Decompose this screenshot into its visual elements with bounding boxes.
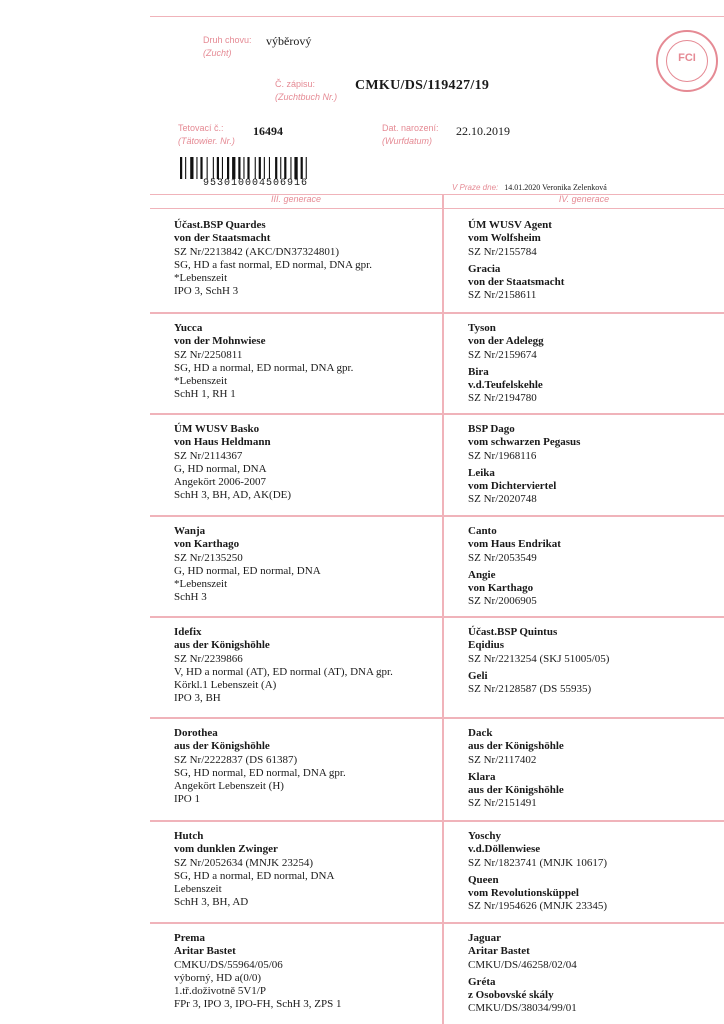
dog-detail: V, HD a normal (AT), ED normal (AT), DNA gpr.: [174, 665, 393, 678]
registration-number: SZ Nr/2020748: [468, 493, 537, 506]
row-divider: [150, 515, 724, 517]
registration-number: SZ Nr/1823741 (MNJK 10617): [468, 856, 608, 869]
dog-name: Idefix: [174, 626, 202, 638]
kennel-name: von Haus Heldmann: [174, 436, 271, 449]
dog-detail: SZ Nr/2135250: [174, 551, 243, 564]
kennel-name: vom Dichterviertel: [468, 480, 557, 493]
dog-detail: SchH 1, RH 1: [174, 388, 236, 401]
kennel-name: von der Mohnwiese: [174, 335, 266, 348]
tattoo-label-de: (Tätowier. Nr.): [178, 136, 235, 146]
issue-date-signature: 14.01.2020 Veronika Zelenková: [504, 183, 607, 192]
gen4-entry: [468, 219, 723, 303]
registration-number: SZ Nr/2006905: [468, 595, 537, 608]
row-divider: [150, 413, 724, 415]
gen3-entry: [174, 219, 439, 299]
tattoo-number: 16494: [253, 124, 283, 138]
dog-detail: G, HD normal, DNA: [174, 462, 267, 475]
dog-detail: IPO 3, BH: [174, 692, 221, 705]
dog-name: BSP Dago: [468, 423, 515, 435]
breed-type-label: [203, 34, 252, 60]
gen3-entry: [174, 525, 439, 605]
header-bottom-line: [150, 208, 724, 209]
gen4-entry: [468, 727, 723, 811]
kennel-name: vom Haus Endrikat: [468, 538, 561, 551]
dog-detail: SZ Nr/2222837 (DS 61387): [174, 753, 298, 766]
dog-detail: SZ Nr/2250811: [174, 348, 243, 361]
dog-detail: SG, HD a normal, ED normal, DNA: [174, 869, 335, 882]
registration-number: CMKU/DS/38034/99/01: [468, 1002, 577, 1015]
kennel-name: aus der Königshöhle: [468, 784, 564, 797]
registration-number: SZ Nr/2053549: [468, 551, 537, 564]
kennel-name: von der Adelegg: [468, 335, 544, 348]
page-margin: [0, 0, 150, 1024]
gen3-entry: [174, 830, 439, 910]
dog-detail: CMKU/DS/55964/05/06: [174, 958, 283, 971]
gen3-entry: [174, 322, 439, 402]
registration-number: SZ Nr/2155784: [468, 245, 537, 258]
breed-type-label-cz: Druh chovu:: [203, 35, 252, 45]
kennel-name: von Karthago: [468, 582, 534, 595]
issue-label: V Praze dne:: [452, 183, 499, 192]
tattoo-label: [178, 122, 235, 148]
dog-detail: IPO 3, SchH 3: [174, 285, 239, 298]
dog-detail: Angekört 2006-2007: [174, 476, 266, 489]
kennel-name: von der Staatsmacht: [174, 232, 271, 245]
barcode: [180, 157, 330, 179]
kennel-name: v.d.Döllenwiese: [468, 843, 541, 856]
row-divider: [150, 717, 724, 719]
dog-name: Klara: [468, 770, 496, 783]
gen3-entry: [174, 932, 439, 1012]
issue-line: [452, 183, 607, 192]
dog-detail: SG, HD a normal, ED normal, DNA gpr.: [174, 361, 354, 374]
dog-detail: Körkl.1 Lebenszeit (A): [174, 679, 277, 692]
dog-detail: SZ Nr/2213842 (AKC/DN37324801): [174, 245, 339, 258]
dog-name: Gracia: [468, 262, 501, 275]
column-divider: [442, 194, 444, 1024]
dog-detail: *Lebenszeit: [174, 578, 228, 591]
kennel-name: aus der Königshöhle: [468, 740, 564, 753]
dog-detail: SZ Nr/2239866: [174, 652, 243, 665]
studbook-label-cz: Č. zápisu:: [275, 79, 316, 89]
kennel-name: z Osobovské skály: [468, 989, 554, 1002]
row-divider: [150, 820, 724, 822]
kennel-name: aus der Königshöhle: [174, 639, 270, 652]
dog-detail: SZ Nr/2114367: [174, 449, 243, 462]
dog-detail: SchH 3, BH, AD: [174, 896, 249, 909]
registration-number: SZ Nr/2194780: [468, 392, 537, 405]
dog-detail: *Lebenszeit: [174, 272, 228, 285]
birth-date-label: [382, 122, 439, 148]
dog-name: Yucca: [174, 322, 203, 334]
dog-detail: IPO 1: [174, 793, 200, 806]
gen4-entry: [468, 626, 723, 696]
dog-name: Prema: [174, 932, 205, 944]
dog-name: Dack: [468, 727, 493, 739]
dog-name: Účast.BSP Quintus: [468, 626, 558, 638]
dog-name: Účast.BSP Quardes: [174, 219, 266, 231]
kennel-name: Aritar Bastet: [468, 945, 530, 958]
studbook-label: [275, 78, 337, 104]
kennel-name: Eqidius: [468, 639, 505, 652]
gen3-entry: [174, 423, 439, 503]
gen4-entry: [468, 525, 723, 609]
registration-number: SZ Nr/1968116: [468, 449, 537, 462]
dog-detail: Lebenszeit: [174, 883, 222, 896]
kennel-name: vom Wolfsheim: [468, 232, 541, 245]
gen4-header: IV. generace: [558, 194, 610, 204]
dog-name: ÚM WUSV Agent: [468, 219, 552, 231]
kennel-name: aus der Königshöhle: [174, 740, 270, 753]
dog-name: ÚM WUSV Basko: [174, 423, 260, 435]
dog-detail: *Lebenszeit: [174, 375, 228, 388]
barcode-number: 953010004506916: [203, 178, 309, 189]
kennel-name: vom Revolutionsküppel: [468, 887, 579, 900]
kennel-name: v.d.Teufelskehle: [468, 379, 543, 392]
kennel-name: Aritar Bastet: [174, 945, 236, 958]
row-divider: [150, 922, 724, 924]
tattoo-label-cz: Tetovací č.:: [178, 123, 224, 133]
dog-detail: SZ Nr/2052634 (MNJK 23254): [174, 856, 314, 869]
registration-number: CMKU/DS/46258/02/04: [468, 958, 577, 971]
registration-number: SZ Nr/2117402: [468, 753, 537, 766]
dog-detail: FPr 3, IPO 3, IPO-FH, SchH 3, ZPS 1: [174, 998, 342, 1011]
dog-detail: SchH 3, BH, AD, AK(DE): [174, 489, 292, 502]
dog-name: Angie: [468, 568, 496, 581]
dog-name: Leika: [468, 466, 495, 479]
gen4-entry: [468, 830, 723, 914]
top-border: [150, 16, 724, 17]
gen3-entry: [174, 727, 439, 807]
gen3-entry: [174, 626, 439, 706]
registration-number: SZ Nr/2213254 (SKJ 51005/05): [468, 652, 610, 665]
dog-detail: Angekört Lebenszeit (H): [174, 780, 284, 793]
dog-name: Wanja: [174, 525, 206, 537]
pedigree-grid: [150, 194, 724, 1024]
row-divider: [150, 312, 724, 314]
dog-detail: G, HD normal, ED normal, DNA: [174, 564, 321, 577]
dog-name: Canto: [468, 525, 497, 537]
dog-detail: výborný, HD a(0/0): [174, 971, 262, 984]
birth-date: 22.10.2019: [456, 124, 510, 138]
gen4-entry: [468, 423, 723, 507]
birth-date-label-de: (Wurfdatum): [382, 136, 433, 146]
breed-type-value: výběrový: [266, 34, 312, 48]
birth-date-label-cz: Dat. narození:: [382, 123, 439, 133]
gen4-entry: [468, 322, 723, 406]
registration-number: SZ Nr/2151491: [468, 797, 537, 810]
gen4-entry: [468, 932, 723, 1016]
dog-name: Yoschy: [468, 830, 502, 842]
studbook-label-de: (Zuchtbuch Nr.): [275, 92, 338, 102]
dog-detail: 1.tř.doživotně 5V1/P: [174, 985, 266, 998]
dog-name: Jaguar: [468, 932, 501, 944]
kennel-name: vom dunklen Zwinger: [174, 843, 278, 856]
fci-logo: [656, 30, 718, 92]
registration-number: SZ Nr/2128587 (DS 55935): [468, 683, 592, 696]
dog-name: Queen: [468, 873, 499, 886]
fci-logo-text: FCI: [678, 52, 696, 64]
gen3-header: III. generace: [270, 194, 322, 204]
dog-detail: SG, HD normal, ED normal, DNA gpr.: [174, 766, 346, 779]
studbook-number: CMKU/DS/119427/19: [355, 78, 490, 93]
dog-name: Tyson: [468, 322, 496, 334]
dog-name: Geli: [468, 669, 488, 682]
row-divider: [150, 616, 724, 618]
registration-number: SZ Nr/1954626 (MNJK 23345): [468, 900, 608, 913]
kennel-name: von Karthago: [174, 538, 240, 551]
dog-name: Gréta: [468, 975, 496, 988]
kennel-name: vom schwarzen Pegasus: [468, 436, 581, 449]
registration-number: SZ Nr/2158611: [468, 289, 537, 302]
dog-detail: SchH 3: [174, 591, 207, 604]
dog-name: Bira: [468, 365, 489, 378]
registration-number: SZ Nr/2159674: [468, 348, 537, 361]
breed-type-label-de: (Zucht): [203, 48, 232, 58]
kennel-name: von der Staatsmacht: [468, 276, 565, 289]
dog-name: Hutch: [174, 830, 204, 842]
dog-name: Dorothea: [174, 727, 218, 739]
dog-detail: SG, HD a fast normal, ED normal, DNA gpr.: [174, 258, 372, 271]
